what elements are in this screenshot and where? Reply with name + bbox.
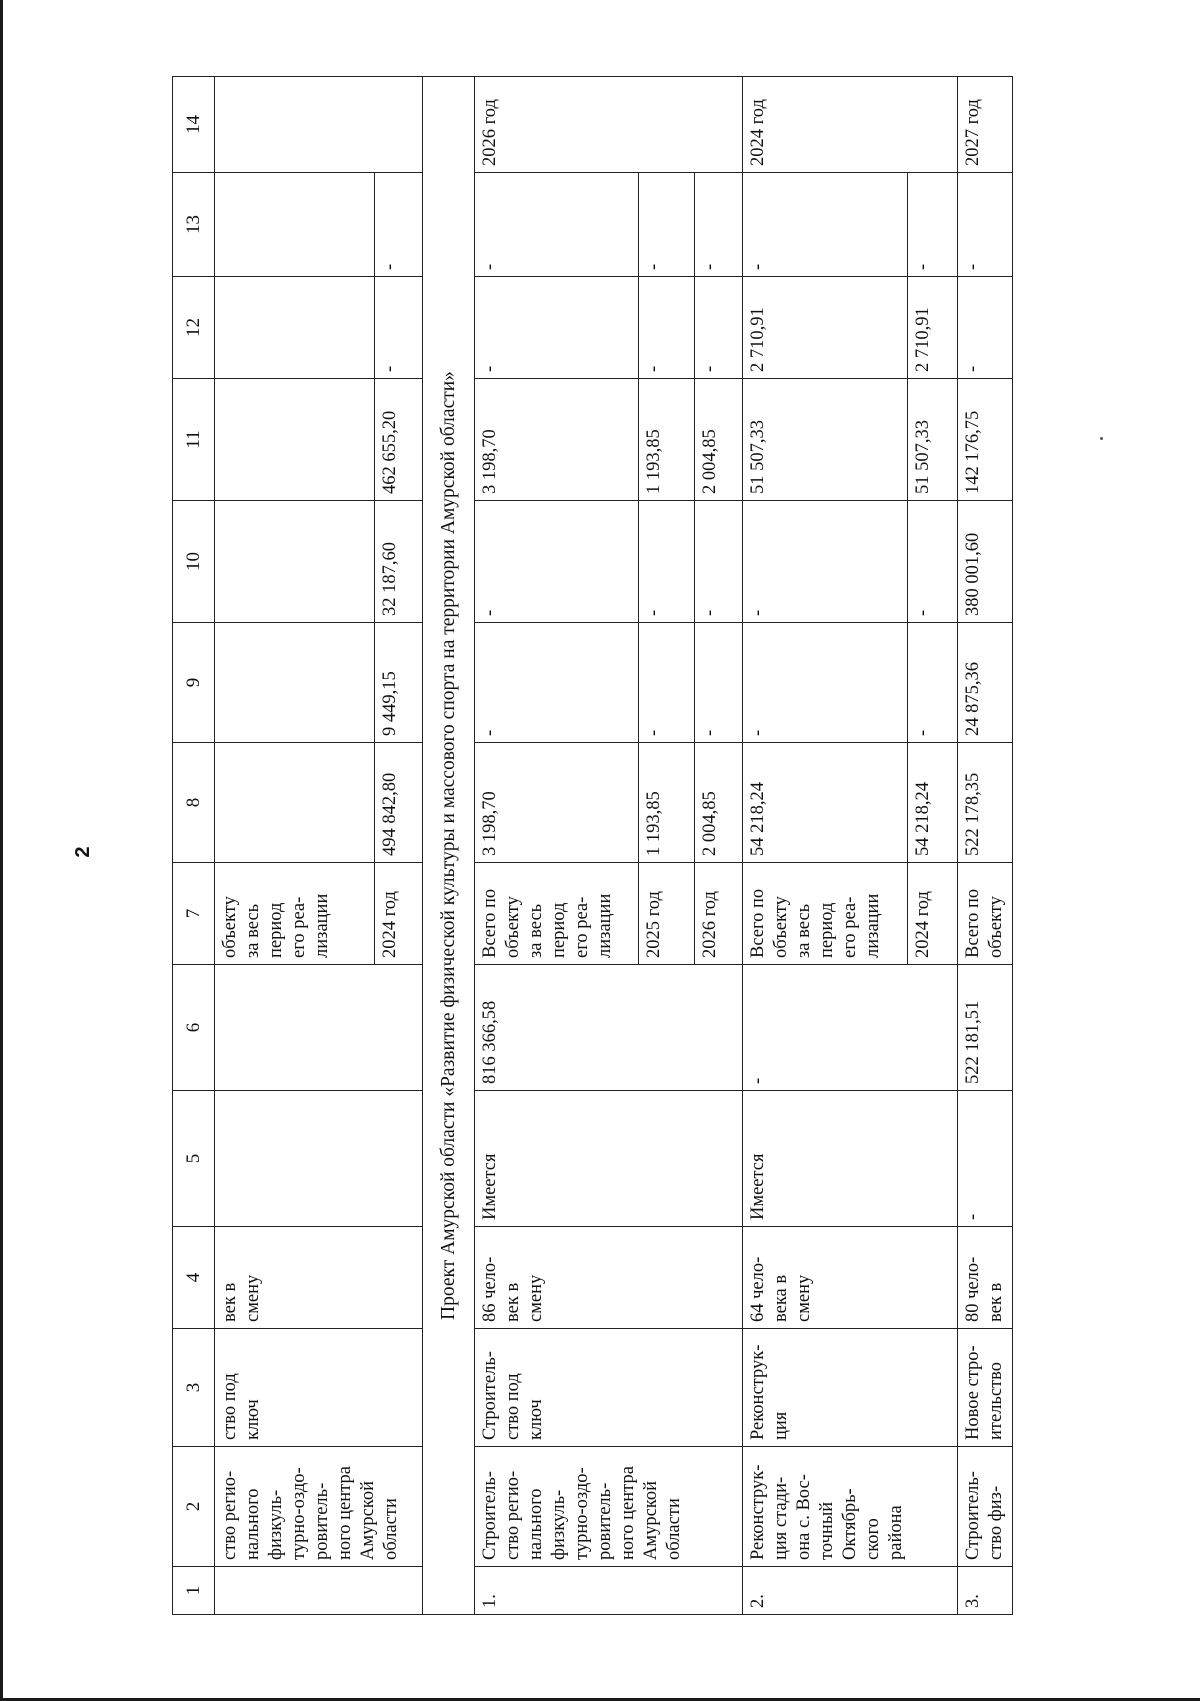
value-cell: - bbox=[743, 501, 908, 623]
total-label: Всего по объекту за весь период его реа- лизации bbox=[480, 888, 615, 958]
c5-cell: Имеется bbox=[743, 1091, 958, 1227]
works-type-cell bbox=[958, 1329, 1013, 1447]
total-label-cell bbox=[743, 863, 908, 965]
object-name: Строитель- ство регио- нального физкуль- турно-оздо- ровитель- ного центра Амурской области bbox=[480, 1466, 684, 1560]
value-cell: - bbox=[375, 277, 423, 379]
row-1-total bbox=[475, 77, 639, 1615]
value-cell: - bbox=[743, 173, 908, 277]
value-cell: 494 842,80 bbox=[375, 743, 423, 863]
cont-capacity-cell bbox=[215, 1227, 423, 1329]
cont-c10 bbox=[215, 501, 375, 623]
value-cell: - bbox=[908, 501, 958, 623]
object-name-cell bbox=[743, 1447, 958, 1567]
value-cell: 1 193,85 bbox=[639, 743, 695, 863]
works-type: ство под ключ bbox=[220, 1373, 263, 1440]
capacity: век в смену bbox=[220, 1274, 263, 1322]
scan-speck bbox=[1100, 437, 1103, 440]
rotated-table-page bbox=[172, 95, 1028, 1615]
header-cell: 2 bbox=[173, 1447, 215, 1567]
value-cell: - bbox=[639, 623, 695, 743]
section-title: Проект Амурской области «Развитие физической культуры и массового спорта на территории Амурской области» bbox=[423, 77, 475, 1615]
value-cell: 380 001,60 bbox=[958, 501, 1013, 623]
value-cell: 54 218,24 bbox=[908, 743, 958, 863]
value-cell: 2 004,85 bbox=[695, 743, 743, 863]
header-cell: 7 bbox=[173, 863, 215, 965]
c5-cell: - bbox=[958, 1091, 1013, 1227]
value-cell: - bbox=[475, 277, 639, 379]
value-cell: 142 176,75 bbox=[958, 379, 1013, 501]
total-label: Всего по объекту bbox=[963, 888, 1006, 958]
row-3-total bbox=[958, 77, 1013, 1615]
object-name-cell bbox=[958, 1447, 1013, 1567]
header-cell: 8 bbox=[173, 743, 215, 863]
cont-c8 bbox=[215, 743, 375, 863]
object-name-cell bbox=[475, 1447, 743, 1567]
value-cell: - bbox=[958, 173, 1013, 277]
row-number: 2. bbox=[743, 1567, 958, 1615]
c5-cell: Имеется bbox=[475, 1091, 743, 1227]
value-cell: 2 710,91 bbox=[743, 277, 908, 379]
header-cell: 10 bbox=[173, 501, 215, 623]
value-cell: 9 449,15 bbox=[375, 623, 423, 743]
value-cell: 522 178,35 bbox=[958, 743, 1013, 863]
works-type: Реконструк- ция bbox=[748, 1344, 791, 1440]
value-cell: - bbox=[695, 623, 743, 743]
object-name: Реконструк- ция стади- она с. Вос- точный Октябрь- ского района bbox=[748, 1464, 906, 1560]
completion-year-cell: 2027 год bbox=[958, 77, 1013, 173]
value-cell: 2 710,91 bbox=[908, 277, 958, 379]
header-cell: 6 bbox=[173, 965, 215, 1091]
value-cell: - bbox=[695, 277, 743, 379]
scan-edge-left bbox=[0, 0, 3, 1701]
value-cell: - bbox=[695, 173, 743, 277]
value-cell: 2 004,85 bbox=[695, 379, 743, 501]
value-cell: 462 655,20 bbox=[375, 379, 423, 501]
cont-num-cell bbox=[215, 1567, 423, 1615]
completion-year-cell: 2024 год bbox=[743, 77, 958, 173]
page-number: 2 bbox=[72, 846, 94, 858]
value-cell: - bbox=[908, 173, 958, 277]
cont-row-total bbox=[215, 77, 375, 1615]
value-cell: 24 875,36 bbox=[958, 623, 1013, 743]
value-cell: 51 507,33 bbox=[908, 379, 958, 501]
year-cell: 2026 год bbox=[695, 863, 743, 965]
value-cell: - bbox=[639, 173, 695, 277]
value-cell: 54 218,24 bbox=[743, 743, 908, 863]
cont-period-cell bbox=[215, 863, 375, 965]
year-cell: 2024 год bbox=[908, 863, 958, 965]
capacity-cell bbox=[743, 1227, 958, 1329]
value-cell: 3 198,70 bbox=[475, 743, 639, 863]
header-cell: 12 bbox=[173, 277, 215, 379]
value-cell: - bbox=[958, 277, 1013, 379]
object-name: ство регио- нального физкуль- турно-оздо- ровитель- ного центра Амурской области bbox=[220, 1466, 401, 1560]
header-cell: 1 bbox=[173, 1567, 215, 1615]
works-type-cell bbox=[743, 1329, 958, 1447]
period-label: объекту за весь период его реа- лизации bbox=[220, 893, 332, 958]
c6-cell: 816 366,58 bbox=[475, 965, 743, 1091]
c6-cell: - bbox=[743, 965, 958, 1091]
header-cell: 4 bbox=[173, 1227, 215, 1329]
cont-c13 bbox=[215, 173, 375, 277]
cont-c6-cell bbox=[215, 965, 423, 1091]
cont-name-cell bbox=[215, 1447, 423, 1567]
value-cell: - bbox=[695, 501, 743, 623]
section-row bbox=[423, 77, 475, 1615]
c6-cell: 522 181,51 bbox=[958, 965, 1013, 1091]
value-cell: 1 193,85 bbox=[639, 379, 695, 501]
works-type: Строитель- ство под ключ bbox=[480, 1351, 546, 1440]
value-cell: 51 507,33 bbox=[743, 379, 908, 501]
value-cell: 32 187,60 bbox=[375, 501, 423, 623]
value-cell: - bbox=[639, 501, 695, 623]
row-2-total bbox=[743, 77, 908, 1615]
capacity-cell bbox=[958, 1227, 1013, 1329]
capacity-cell bbox=[475, 1227, 743, 1329]
cont-c14-cell bbox=[215, 77, 423, 173]
investment-table bbox=[172, 76, 1013, 1615]
cont-c11 bbox=[215, 379, 375, 501]
completion-year-cell: 2026 год bbox=[475, 77, 743, 173]
year-cell: 2024 год bbox=[375, 863, 423, 965]
capacity: 86 чело- век в смену bbox=[480, 1256, 546, 1322]
cont-c9 bbox=[215, 623, 375, 743]
year-cell: 2025 год bbox=[639, 863, 695, 965]
works-type-cell bbox=[475, 1329, 743, 1447]
header-row bbox=[173, 77, 215, 1615]
cont-c5-cell bbox=[215, 1091, 423, 1227]
value-cell: - bbox=[908, 623, 958, 743]
value-cell: - bbox=[375, 173, 423, 277]
works-type: Новое стро- ительство bbox=[963, 1345, 1006, 1440]
value-cell: - bbox=[743, 623, 908, 743]
value-cell: - bbox=[639, 277, 695, 379]
header-cell: 9 bbox=[173, 623, 215, 743]
row-number: 1. bbox=[475, 1567, 743, 1615]
header-cell: 3 bbox=[173, 1329, 215, 1447]
value-cell: - bbox=[475, 501, 639, 623]
object-name: Строитель- ство физ- bbox=[963, 1471, 1006, 1560]
row-number: 3. bbox=[958, 1567, 1013, 1615]
capacity: 80 чело- век в bbox=[963, 1256, 1006, 1322]
cont-type-cell bbox=[215, 1329, 423, 1447]
capacity: 64 чело- века в смену bbox=[748, 1256, 814, 1322]
header-cell: 5 bbox=[173, 1091, 215, 1227]
value-cell: - bbox=[475, 173, 639, 277]
total-label: Всего по объекту за весь период его реа- лизации bbox=[748, 888, 883, 958]
header-cell: 14 bbox=[173, 77, 215, 173]
total-label-cell bbox=[958, 863, 1013, 965]
header-cell: 11 bbox=[173, 379, 215, 501]
total-label-cell bbox=[475, 863, 639, 965]
value-cell: - bbox=[475, 623, 639, 743]
header-cell: 13 bbox=[173, 173, 215, 277]
value-cell: 3 198,70 bbox=[475, 379, 639, 501]
cont-c12 bbox=[215, 277, 375, 379]
